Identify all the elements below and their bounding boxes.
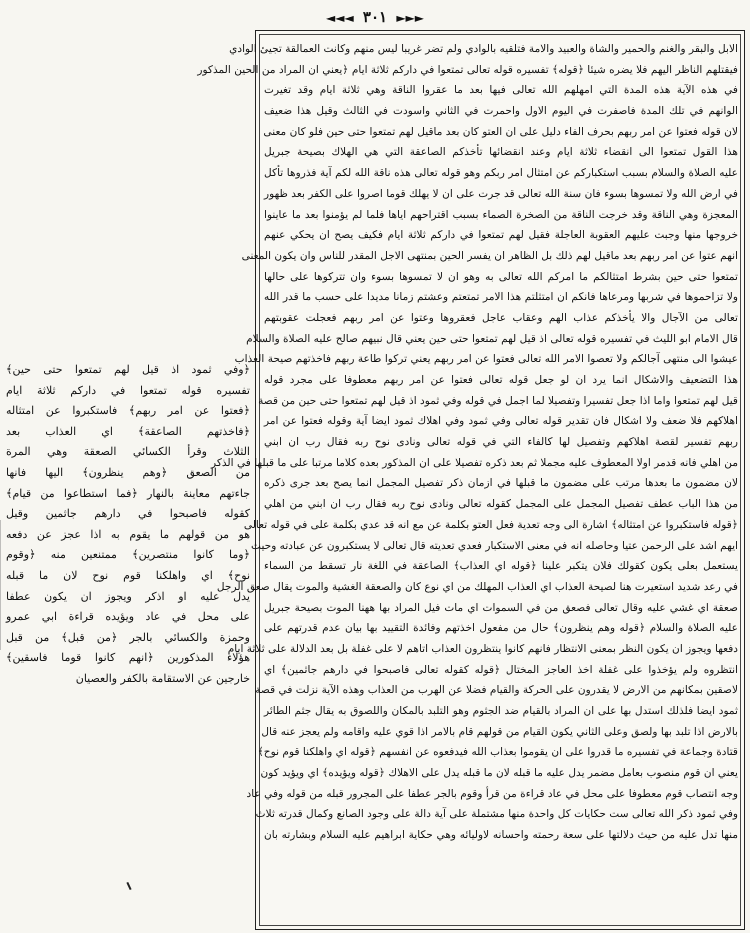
main-text-line: قيل لهم تمتعوا واما اذا جعل تفسيرا وتفصيلا لما اجمل في قوله وفي ثمود اذ قيل لهم تمتعوا حتى حين من قصة [258,394,738,407]
main-text-line: في رعد شديد استعيرت هنا لصيحة العذاب اي العذاب المهلك من اي نوع كان والصعقة الغشية والموت يقال صعق الرجل [216,580,738,593]
margin-text-line: خارجين عن الاستقامة بالكفر والعصيان [75,671,250,685]
margin-text-line: يدل عليه او اذكر ويجوز ان يكون عطفا [6,589,250,603]
margin-text-line: هؤلاء المذكورين ﴿انهم كانوا قوما فاسقين﴾ [6,651,250,665]
main-text-line: وجه انتصاب قوم معطوفا على محل في عاد قراءة من قرأ وقوم بالجر عطفا على المجرور قبله من قوله وفي عاد [246,787,738,800]
main-text-line: من اهلي فانه قدمر اولا المعطوف عليه مجملا ثم بعد ذكره تفصيلا على ان المذكور بعده كلاما مرتبا على ما قبلها في الذكر [210,456,738,469]
margin-rule [0,520,1,650]
header-ornament-right: ►►► [396,11,424,25]
margin-text-line: وحمزة والكسائي بالجر ﴿من قبل﴾ من قبل [6,630,250,644]
main-text-line: عيشوا الى منتهى آجالكم ولا تعصوا الامر الله تعالى فعتوا عن امر ربهم يعني تركوا طاعة ربهم فاخذتهم صيحة العذاب [234,353,738,366]
main-text-line: قال الامام ابو الليث في تفسيره قوله تعالى اذ قيل لهم تمتعوا حتى حين يعني قال نبيهم صالح عليه الصلاة والسلام [246,332,738,345]
main-text-line: هذا القول تمتعوا الى انقضاء ثلاثة ايام وعند انقضائها تأخذكم الصاعقة التي هي الهلاك بصيحة جبريل [264,146,738,159]
margin-text-column [6,360,250,690]
main-text-line: تمتعوا حتى حين بشرط امتثالكم ما امركم الله تعالى به وهو ان لا تمسوها بسوء وان تتركوها على حالها [264,270,738,283]
margin-text-line: كقوله فاصبحوا في دارهم جاثمين وقيل [6,507,250,521]
main-text-line: ﴿قوله فاستكبروا عن امتثاله﴾ اشارة الى وجه تعدية فعل العتو بكلمة عن مع انه قد عدي بكلمة على في قوله تعالى [243,518,738,531]
main-text-line: خروجها منها وجبت عليهم العقوبة العاجلة فقيل لهم تمتعوا في داركم ثلاثة ايام فكيف يصح ان يحكي عنهم [264,229,738,242]
margin-text-line: الثلاث وقرأ الكسائي الصعقة وهي المرة [6,445,250,459]
main-text-line: بالارض اذا تلبد بها ولصق وعلى الثاني يكون القيام من قولهم قام بالامر اذا قوي عليه واقامه ولم يعجز عنه قال [261,725,738,738]
margin-text-line: نوح﴾ اي واهلكنا قوم نوح لان ما قبله [6,568,250,582]
margin-text-line: ﴿وفي ثمود اذ قيل لهم تمتعوا حتى حين﴾ [6,363,250,376]
main-text-line: المعجزة وهي الناقة وقد خرجت الناقة من الصخرة الصماء بسبب اقتراحهم اياها فلما لم يؤمنوا بعد ما عاينوا [264,208,738,221]
main-text-line: يعني ان قوم منصوب بعامل مضمر يدل عليه ما قبله لان ما قبله يدل على الاهلاك ﴿قوله ويؤيده﴾ اي ويؤيد كون [260,767,738,780]
main-text-line: عليه الصلاة والسلام بسبب استكباركم عن امتثال امر ربكم وهو قوله تعالى هذه ناقة الله لكم آية فذروها تأكل [264,167,738,180]
main-text-line: صعقة اي غشي عليه وقال تعالى فصعق من في السموات اي مات فيل المراد بها ههنا الموت بصيحة جبريل [264,601,738,614]
main-text-line: ثمود ايضا فلذلك استدل بها على ان المراد بالقيام ضد الجثوم وهو التلبد بالمكان واللصوق به يقال جثم الطائر [264,705,738,717]
main-text-line: قتادة وجماعة في تفسيره ما قدروا على ان يقوموا بعذاب الله فيدفعوه عن انفسهم ﴿قوله اي واهلكنا قوم نوح﴾ [257,746,738,759]
margin-text-line: جاءتهم معاينة بالنهار ﴿فما استطاعوا من قيام﴾ [6,486,250,500]
page-number: ٣٠١ [362,8,388,26]
margin-text-line: ﴿فاخذتهم الصاعقة﴾ اي العذاب بعد [6,424,250,438]
margin-text-line: هو من قولهم ما يقوم به اذا عجز عن دفعه [6,527,250,541]
margin-text-line: على محل في عاد ويؤيده قراءة ابي عمرو [6,610,250,624]
main-text-line: دفعها ويجوز ان يكون النظر بمعنى الانتظار فانهم كانوا ينتظرون العذاب اتاهم لا على غفلة بل بعد الدلالة على ثلاثة ايام [227,642,738,655]
margin-text-line: ﴿وما كانوا منتصرين﴾ ممتنعين منه ﴿وقوم [6,548,250,562]
main-text-line: عليه الصلاة والسلام ﴿قوله وهم ينظرون﴾ حال من مفعول اخذتهم وفائدة التقييد بها بيان عدم قدرتهم على [264,622,738,635]
main-text-line: لان مضمون ما بعدها مرتب على مضمون ما قبلها في ازمان ذكر تفصيل المجمل انما يصح بعد جرى ذكره [264,477,738,490]
header-ornament-left: ◄◄◄ [325,11,354,25]
main-text-line: وفي ثمود ذكر الله تعالى ست حكايات كل واحدة منها مشتملة على آية دالة على وجود الصانع وكمال قدرته ثلاث [255,808,738,821]
stray-ink-mark [126,882,131,890]
main-text-line: ربهم تفسير لقصة اهلاكهم وتفصيل لها كالفاء التي في قوله تعالى ونادى نوح ربه فقال رب ان ابني [264,436,738,449]
main-text-line: ولا تزاحموها في شربها ومرعاها فانكم ان امتثلتم هذا الامر تمتعتم وعشتم زمانا مديدا على حسب ما قدر الله [264,291,738,304]
main-text-line: ايهم اشد على الرحمن عتيا وحاصله انه في معنى الاستكبار فعدي تعديته قال تعالى لا يستكبرون عن عبادته وحيث [251,539,738,552]
page-header [0,6,750,28]
main-text-line: هذا التضعيف والاشكال انما يرد ان لو جعل قوله تعالى فعتوا عن امر ربهم معطوفا على مجرد قوله [264,374,738,386]
main-text-line: انتظروه ولم يؤخذوا على غفلة اخذ العاجز المختال ﴿قوله كقوله تعالى فاصبحوا في دارهم جاثمين﴾ اي [264,663,738,676]
main-text-line: تعالى من الآجال والا يأخذكم عذاب الهم وعقاب عاجل فعقروها وعتوا عن امر ربهم فعجلت عقوبتهم [264,311,738,324]
main-text-line: في ارض الله ولا تمسوها بسوء فان سنة الله تعالى قد جرت على ان لا يهلك قوما اصروا على الكفر بعد ظهور [264,187,738,200]
main-text-line: لاصقين بمكانهم من الارض لا يقدرون على الحركة والقيام فضلا عن الهرب من العذاب وهذه الآية نزلت في قصة [255,684,738,697]
main-text-line: في هذه الآية هذه المدة التي امهلهم الله تعالى فيها بعد ما عقروا الناقة وهي ثلاثة ايام وقد تغيرت [264,84,738,97]
main-text-line: من هذا الباب عطف تفصيل المجمل على المجمل كقوله تعالى ونادى نوح ربه فقال رب ان ابني من اهلي [264,498,738,511]
main-text-line: فيقتلهم الناظر اليهم فلا يضره شيئا ﴿قوله﴾ تفسيره قوله تعالى تمتعوا في داركم ثلاثة ايام ﴿يعني ان المراد من الحين المذكور [197,63,738,76]
margin-text-line: من الصعق ﴿وهم ينظرون﴾ اليها فانها [6,465,250,479]
margin-text-line: ﴿فعتوا عن امر ربهم﴾ فاستكبروا عن امتثاله [6,404,250,418]
margin-text-line: تفسيره قوله تمتعوا في داركم ثلاثة ايام [6,383,250,397]
main-text-line: الابل والبقر والغنم والحمير والشاة والعبيد والامة فتلقيه بالوادي ولم تضر غريبا ليس منهم وكانت العمالقة تجيئ الوادي [229,43,738,55]
main-text-line: لان قوله فعتوا عن امر ربهم بحرف الفاء دليل على ان العتو كان بعد ماقيل لهم تمتعوا حتى حين فلو كان معنى [263,125,738,138]
main-text-line: يستعمل بعلى يكون كقولك فلان يتكبر علينا ﴿قوله اي العذاب﴾ الصاعقة في اللغة نار تسقط من السماء [264,560,738,573]
main-text-line: الوانهم في تلك المدة فاصفرت في اليوم الاول واحمرت في الثاني واسودت في الثالث وقيل هذا ضعيف [264,105,738,118]
main-text-line: منها تدل عليه من حيث دلالتها على سعة رحمته واحسانه لاوليائه وهي حكاية ابراهيم عليه السلام وبشارته بان [264,829,738,842]
main-text-column [197,39,738,846]
main-text-line: انهم عتوا عن امر ربهم بعد ماقيل لهم ذلك بل الظاهر ان يفسر الحين بمنتهى الاجل المقدر للناس وان يكون المعنى [241,249,738,262]
main-text-frame [197,30,745,930]
main-text-line: اهلاكهم فلا ضعف ولا اشكال فان تقدير قوله تعالى وفي ثمود وفي اهلاك ثمود ايضا آية وقوله فعتوا عن امر [264,415,738,428]
